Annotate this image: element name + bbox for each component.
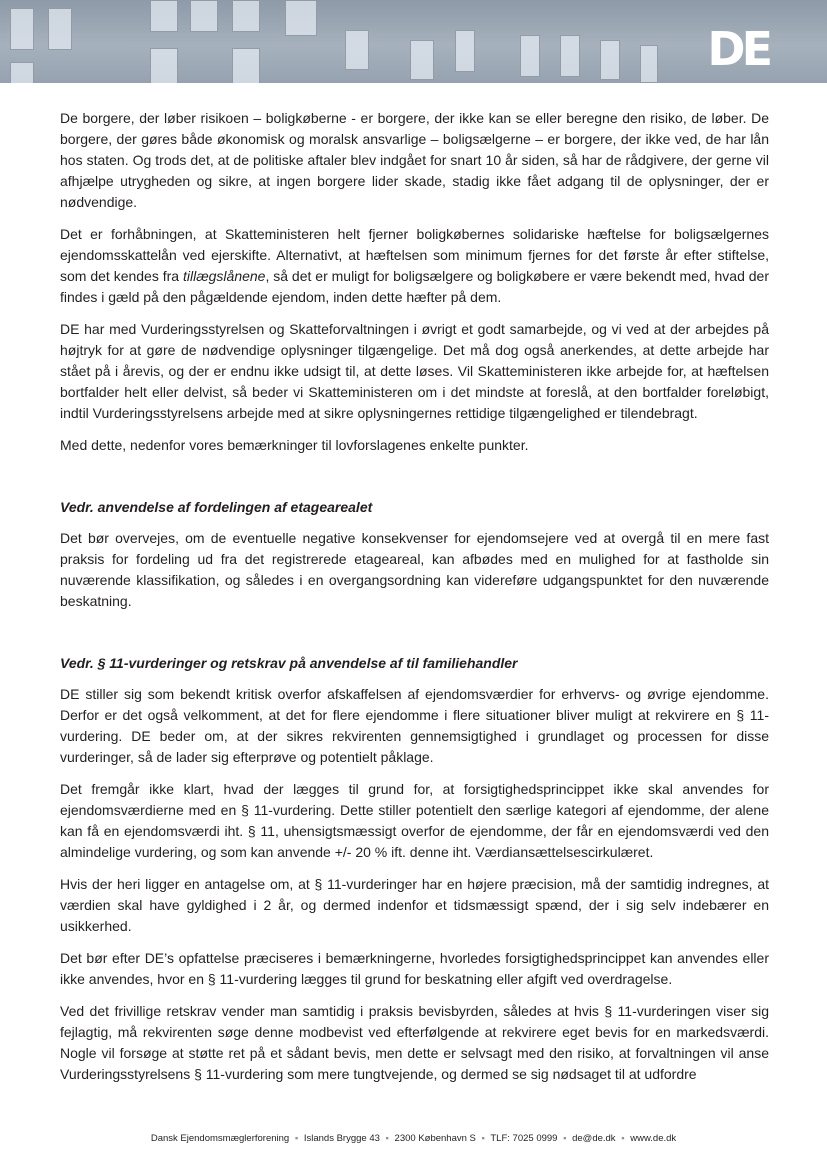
footer-email-link[interactable]: de@de.dk [572, 1133, 616, 1144]
footer-separator: ▪ [385, 1133, 389, 1144]
paragraph [60, 224, 769, 308]
page-footer [0, 1133, 827, 1145]
section-heading: Vedr. anvendelse af fordelingen af etagearealet [60, 499, 373, 515]
paragraph: DE stiller sig som bekendt kritisk overfor afskaffelsen af ejendomsværdier for erhvervs- og øvrige ejendomme. Derfor er det også velkomment, at det for flere ejendomme i flere situationer bliver muligt at rekvirere en § 11-vurdering. DE beder om, at der sikres rekvirenten gennemsigtighed i grundlaget og processen for disse vurderinger, så de lader sig efterprøve og potentielt påklage. [60, 686, 769, 765]
page-header-banner [0, 0, 827, 83]
paragraph-text: Det er forhåbningen, at Skatteministeren helt fjerner boligkøbernes solidariske hæftelse for boligsælgernes ejendomsskattelån ved ejerskifte. Alternativt, at hæftelsen som minimum fjernes for det første år efter stiftelse, som det kendes fra [60, 226, 769, 284]
paragraph: Hvis der heri ligger en antagelse om, at § 11-vurderinger har en højere præcision, må der samtidig indregnes, at værdien skal have gyldighed i 2 år, og dermed indenfor et tidsmæssigt spænd, der i sig selv indebærer en usikkerhed. [60, 876, 769, 934]
paragraph: Ved det frivillige retskrav vender man samtidig i praksis bevisbyrden, således at hvis § 11-vurderingen viser sig fejlagtig, må rekvirenten søge denne modbevist ved efterfølgende at rekvirere eget bevis for en markedsværdi. Nogle vil forsøge at støtte ret på et sådant bevis, men dette er selvsagt med den risiko, at forvaltningen vil anse Vurderingsstyrelsens § 11-vurdering som mere tungtvejende, og dermed se sig nødsaget til at udfordre [60, 1003, 769, 1082]
paragraph-text: , så det er muligt for boligsælgere og boligkøbere er være bekendt med, hvad der findes i gæld på den pågældende ejendom, inden dette hæfter på dem. [60, 268, 769, 305]
de-logo: DE [707, 22, 769, 76]
document-body [60, 108, 769, 1096]
footer-separator: ▪ [481, 1133, 485, 1144]
footer-address: Islands Brygge 43 [303, 1133, 380, 1144]
emphasis-text: tillægslånene [182, 268, 266, 284]
footer-org: Dansk Ejendomsmæglerforening [150, 1133, 290, 1144]
paragraph: DE har med Vurderingsstyrelsen og Skatteforvaltningen i øvrigt et godt samarbejde, og vi ved at der arbejdes på højtryk for at gøre de nødvendige oplysninger tilgængelige. Det må dog også anerkendes, at dette arbejde har stået på i årevis, og der er endnu ikke udsigt til, at dette løses. Vil Skatteministeren ikke arbejde for, at hæftelsen bortfalder helt eller delvist, så beder vi Skatteministeren om i det mindste at foreslå, at den bortfalder foreløbigt, indtil Vurderingsstyrelsens arbejde med at sikre oplysningernes rettidige tilgængelighed er tilendebragt. [60, 321, 769, 421]
footer-separator: ▪ [563, 1133, 567, 1144]
paragraph: De borgere, der løber risikoen – boligkøberne - er borgere, der ikke kan se eller beregne den risiko, de løber. De borgere, der gøres både økonomisk og moralsk ansvarlige – boligsælgerne – er borgere, der ikke ved, de har lån hos staten. Og trods det, at de politiske aftaler blev indgået for snart 10 år siden, så har de rådgivere, der gerne vil afhjælpe utrygheden og sikre, at ingen borgere lider skade, stadig ikke fået adgang til de oplysninger, der er nødvendige. [60, 110, 769, 210]
paragraph: Det bør efter DE’s opfattelse præciseres i bemærkningerne, hvorledes forsigtighedsprincippet kan anvendes eller ikke anvendes, hvor en § 11-vurdering lægges til grund for beskatning eller afgift ved overdragelse. [60, 950, 769, 987]
footer-phone: TLF: 7025 0999 [490, 1133, 558, 1144]
paragraph: Det bør overvejes, om de eventuelle negative konsekvenser for ejendomsejere ved at overgå til en mere fast praksis for fordeling ud fra det registrerede etageareal, kan afbødes med en mulighed for at fastholde sin nuværende klassifikation, og således i en overgangsordning kan videreføre udgangspunktet for den nuværende beskatning. [60, 530, 769, 609]
paragraph: Det fremgår ikke klart, hvad der lægges til grund for, at forsigtighedsprincippet ikke skal anvendes for ejendomsværdierne med en § 11-vurdering. Dette stiller potentielt den særlige kategori af ejendomme, der alene kan få en ejendomsværdi iht. § 11, uhensigtsmæssigt overfor de ejendomme, der får en ejendomsværdi ved den almindelige vurdering, og som kan anvende +/- 20 % ift. denne iht. Værdiansættelsescirkulæret. [60, 781, 769, 860]
footer-separator: ▪ [294, 1133, 299, 1144]
section-heading: Vedr. § 11-vurderinger og retskrav på anvendelse af til familiehandler [60, 655, 518, 671]
footer-web-link[interactable]: www.de.dk [630, 1133, 677, 1144]
footer-separator: ▪ [621, 1133, 625, 1144]
paragraph: Med dette, nedenfor vores bemærkninger til lovforslagenes enkelte punkter. [60, 437, 529, 453]
footer-city: 2300 København S [394, 1133, 476, 1144]
building-facade-image [0, 0, 827, 83]
